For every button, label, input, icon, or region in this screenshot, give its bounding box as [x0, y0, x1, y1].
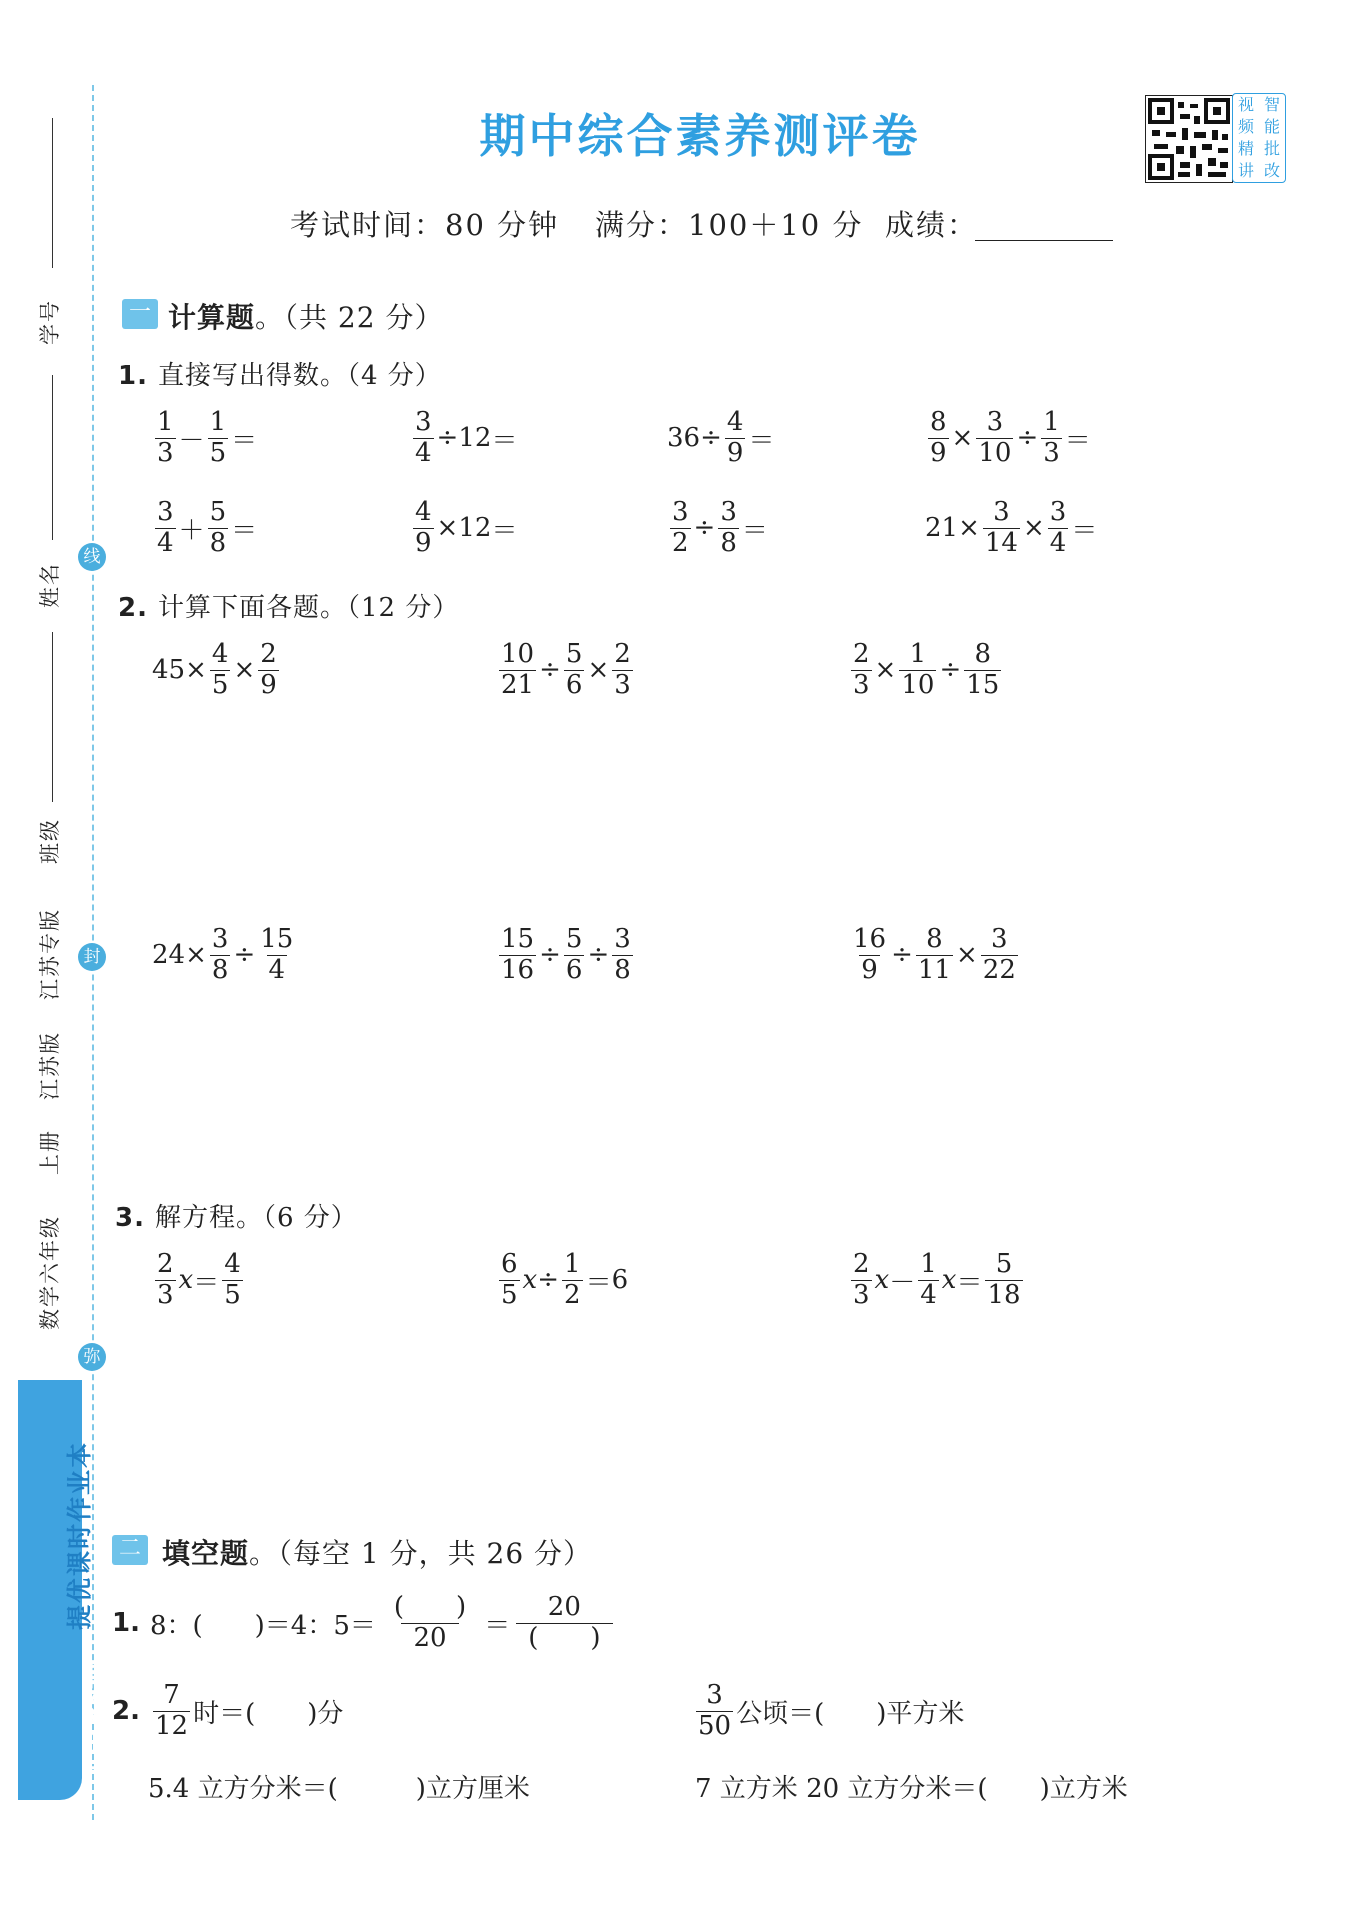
fraction: $\frac{5}{18}$	[987, 1249, 1021, 1310]
brand-logo-text: 亮点给力	[82, 1658, 117, 1790]
fraction: $\frac{5}{6}$	[565, 924, 583, 985]
qr-code-icon	[1145, 95, 1233, 183]
fraction: $\frac{3}{50}$	[698, 1680, 732, 1741]
edition-label-2: 江苏版	[38, 1031, 62, 1100]
fraction: $\frac{4}{9}$	[415, 497, 432, 558]
calc-problem-4: 24 × $\frac{3}{8}$ ÷ $\frac{15}{4}$	[152, 924, 294, 985]
question-1-1	[118, 355, 442, 392]
calc-problem-5: $\frac{15}{16}$ ÷ $\frac{5}{6}$ ÷ $\frac{3}{8}$	[501, 924, 631, 985]
fraction: $\frac{8}{15}$	[966, 639, 1000, 700]
fraction: $\frac{3}{8}$	[720, 497, 737, 558]
question-text: 直接写出得数。（4 分）	[157, 361, 442, 391]
badge-char: 讲	[1237, 161, 1254, 180]
question-1-2	[118, 587, 459, 624]
fraction: $\frac{4}{5}$	[224, 1249, 241, 1310]
fraction: $\frac{2}{9}$	[260, 639, 277, 700]
edition-label-1: 江苏专版	[38, 908, 62, 1000]
xingming-line	[52, 375, 53, 540]
fraction: $\frac{3}{4}$	[415, 407, 432, 468]
score-label: 成绩：	[885, 208, 979, 242]
oral-calc-2: $\frac{3}{4}$ ÷ 12 ＝	[415, 407, 518, 468]
subject-label: 数学六年级	[38, 1215, 62, 1330]
question-1-3	[115, 1197, 358, 1234]
fraction: $\frac{1}{10}$	[901, 639, 935, 700]
full-score: 满分：100＋10 分	[595, 208, 864, 242]
fraction: $\frac{3}{22}$	[982, 924, 1016, 985]
badge-char: 频	[1237, 117, 1254, 136]
fraction: $\frac{10}{21}$	[501, 639, 535, 700]
fraction: $\frac{6}{5}$	[501, 1249, 518, 1310]
badge-char: 批	[1263, 139, 1280, 158]
page-title: 期中综合素养测评卷	[479, 109, 921, 163]
badge-char: 视	[1237, 95, 1254, 114]
seal-circle-feng: 封	[78, 943, 106, 971]
xuehao-label: 学号	[38, 299, 62, 345]
calc-problem-1: 45 × $\frac{4}{5}$ × $\frac{2}{9}$	[152, 639, 277, 700]
section-number-icon: 二	[112, 1535, 148, 1565]
fraction: $\frac{16}{9}$	[853, 924, 887, 985]
banji-line	[52, 632, 53, 802]
xuehao-line	[52, 118, 53, 268]
fraction: $\frac{5}{6}$	[565, 639, 583, 700]
exam-time: 考试时间：80 分钟	[290, 208, 560, 242]
section2-title: 填空题	[162, 1537, 250, 1570]
equation-1: $\frac{2}{3}$ x ＝ $\frac{4}{5}$	[157, 1249, 241, 1310]
fraction: $\frac{8}{9}$	[930, 407, 947, 468]
fraction: $\frac{1}{3}$	[157, 407, 174, 468]
question-text: 解方程。（6 分）	[154, 1203, 358, 1233]
fraction: $\frac{5}{8}$	[209, 497, 227, 558]
fill-blank-2a[interactable]: 2. $\frac{7}{12}$ 时＝( )分	[112, 1680, 344, 1741]
oral-calc-1: $\frac{1}{3}$ － $\frac{1}{5}$ ＝	[157, 407, 258, 468]
section1-points: 。（共 22 分）	[255, 301, 444, 334]
oral-calc-6: $\frac{4}{9}$ × 12 ＝	[415, 497, 518, 558]
fraction: $\frac{3}{4}$	[157, 497, 174, 558]
badge-char: 能	[1263, 117, 1280, 136]
fraction: $\frac{2}{3}$	[614, 639, 631, 700]
fraction: $\frac{8}{11}$	[917, 924, 951, 985]
badge-char: 精	[1237, 139, 1254, 158]
calc-problem-3: $\frac{2}{3}$ × $\frac{1}{10}$ ÷ $\frac{8}{15}$	[853, 639, 1000, 700]
fraction: $\frac{1}{2}$	[564, 1249, 581, 1310]
fraction: $\frac{4}{5}$	[211, 639, 229, 700]
fill-blank-1[interactable]: 1. 8：( )＝4：5＝ $\frac{( )}{20}$ ＝ $\frac{20}{( )}$	[112, 1593, 619, 1654]
badge-char: 智	[1263, 95, 1280, 114]
question-text: 计算下面各题。（12 分）	[157, 593, 460, 623]
section-number-icon: 一	[122, 299, 158, 329]
brand-subtitle: 提优课时作业本	[65, 1440, 94, 1630]
fraction: $\frac{( )}{20}$	[393, 1592, 467, 1653]
banji-label: 班级	[38, 818, 62, 864]
oral-calc-4: $\frac{8}{9}$ × $\frac{3}{10}$ ÷ $\frac{1}{3}$ ＝	[930, 407, 1091, 468]
oral-calc-3: 36 ÷ $\frac{4}{9}$ ＝	[667, 407, 775, 468]
section1-heading	[168, 296, 443, 336]
score-blank[interactable]	[975, 240, 1113, 241]
section1-title: 计算题	[168, 301, 256, 334]
fraction: $\frac{2}{3}$	[853, 1249, 870, 1310]
fraction: $\frac{1}{3}$	[1043, 407, 1060, 468]
seal-circle-xian: 线	[78, 543, 106, 571]
fraction: $\frac{2}{3}$	[853, 639, 870, 700]
badge-char: 改	[1263, 161, 1280, 180]
fill-blank-2c[interactable]: 5.4 立方分米＝( )立方厘米	[148, 1774, 530, 1804]
seal-circle-mi: 弥	[78, 1343, 106, 1371]
oral-calc-5: $\frac{3}{4}$ ＋ $\frac{5}{8}$ ＝	[157, 497, 258, 558]
fraction: $\frac{3}{8}$	[614, 924, 631, 985]
fraction: $\frac{15}{4}$	[260, 924, 294, 985]
volume-label: 上册	[38, 1129, 62, 1175]
fraction: $\frac{3}{4}$	[1049, 497, 1067, 558]
fraction: $\frac{2}{3}$	[157, 1249, 174, 1310]
xingming-label: 姓名	[38, 562, 62, 608]
equation-2: $\frac{6}{5}$ x ÷ $\frac{1}{2}$ ＝ 6	[501, 1249, 629, 1310]
oral-calc-8: 21 × $\frac{3}{14}$ × $\frac{3}{4}$ ＝	[925, 497, 1098, 558]
question-number: 2.	[118, 593, 148, 623]
fill-blank-2b[interactable]: $\frac{3}{50}$ 公顷＝( )平方米	[698, 1680, 965, 1741]
fraction: $\frac{7}{12}$	[154, 1680, 189, 1741]
fraction: $\frac{4}{9}$	[726, 407, 744, 468]
oral-calc-7: $\frac{3}{2}$ ÷ $\frac{3}{8}$ ＝	[672, 497, 768, 558]
calc-problem-2: $\frac{10}{21}$ ÷ $\frac{5}{6}$ × $\frac{2}{3}$	[501, 639, 631, 700]
section2-points: 。（每空 1 分，共 26 分）	[249, 1537, 593, 1570]
fraction: $\frac{15}{16}$	[501, 924, 535, 985]
equation-3: $\frac{2}{3}$ x － $\frac{1}{4}$ x ＝ $\frac{5}{18}$	[853, 1249, 1021, 1310]
fraction: $\frac{20}{( )}$	[516, 1593, 612, 1654]
section2-heading	[162, 1532, 592, 1572]
fraction: $\frac{3}{2}$	[672, 497, 689, 558]
fraction: $\frac{1}{5}$	[209, 407, 227, 468]
fraction: $\frac{3}{10}$	[978, 407, 1012, 468]
question-number: 1.	[118, 361, 148, 391]
fraction: $\frac{3}{14}$	[984, 497, 1018, 558]
smart-grading-badge[interactable]	[1232, 93, 1286, 183]
calc-problem-6: $\frac{16}{9}$ ÷ $\frac{8}{11}$ × $\frac{3}{22}$	[853, 924, 1016, 985]
question-number: 3.	[115, 1203, 145, 1233]
fraction: $\frac{1}{4}$	[920, 1249, 937, 1310]
fill-blank-2d[interactable]: 7 立方米 20 立方分米＝( )立方米	[695, 1774, 1128, 1804]
fraction: $\frac{3}{8}$	[211, 924, 229, 985]
